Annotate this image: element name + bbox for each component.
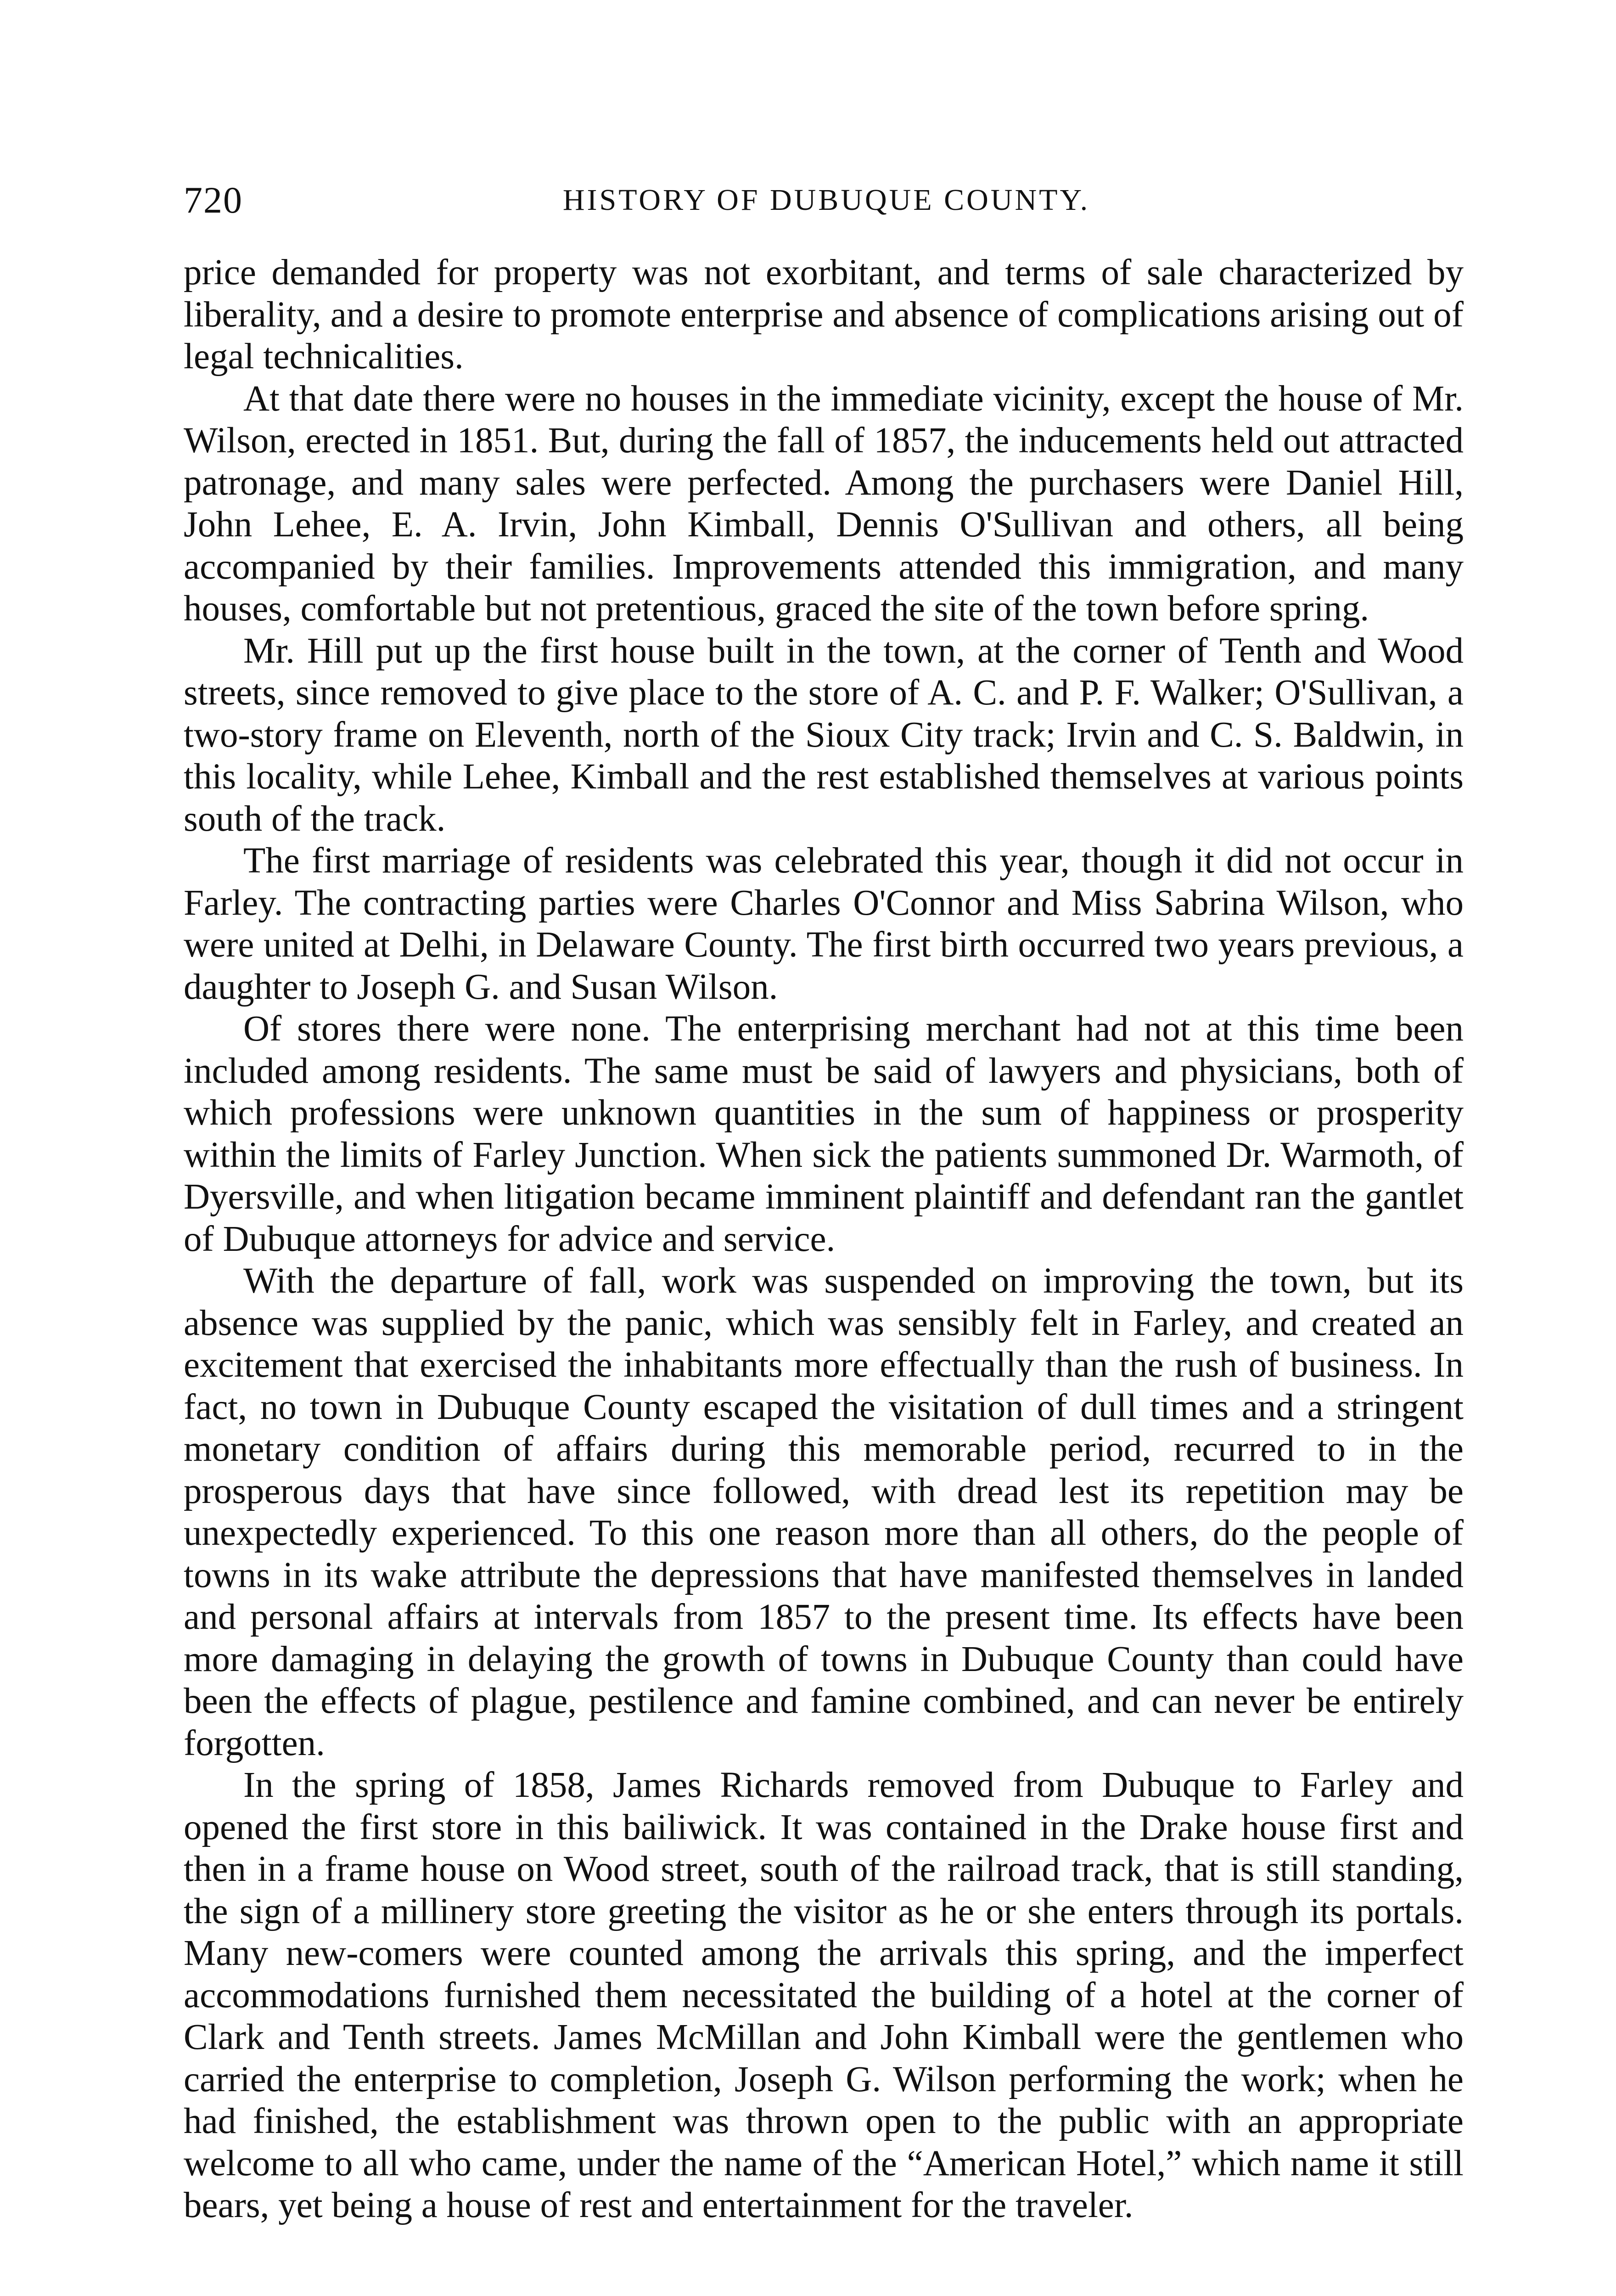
paragraph-first-marriage: The first marriage of residents was celebrated this year, though it did not occur in Farley. The contracting parties were Charles O'Connor and Miss Sabrina Wilson, who were united at Delhi, in Delaware County. The first birth occurred two years previous, a daughter to Joseph G. and Susan Wilson. — [184, 841, 1464, 1007]
paragraph-stores-and-professions: Of stores there were none. The enterprising merchant had not at this time been included among residents. The same must be said of lawyers and physicians, both of which professions were unknown quantities in the sum of happiness or prosperity within the limits of Farley Junction. When sick the patients summoned Dr. Warmoth, of Dyersville, and when litigation became imminent plaintiff and defendant ran the gantlet of Dubuque attorneys for advice and service. — [184, 1009, 1464, 1259]
paragraph-first-house: Mr. Hill put up the first house built in the town, at the corner of Tenth and Wood streets, since removed to give place to the store of A. C. and P. F. Walker; O'Sullivan, a two-story frame on Eleventh, north of the Sioux City track; Irvin and C. S. Baldwin, in this locality, while Lehee, Kimball and the rest established themselves at various points south of the track. — [184, 630, 1464, 839]
paragraph-first-store-and-hotel: In the spring of 1858, James Richards removed from Dubuque to Farley and opened the first store in this bailiwick. It was contained in the Drake house first and then in a frame house on Wood street, south of the railroad track, that is still standing, the sign of a millinery store greeting the visitor as he or she enters through its portals. Many new-comers were counted among the arrivals this spring, and the imperfect accommodations furnished them necessitated the building of a hotel at the corner of Clark and Tenth streets. James McMillan and John Kimball were the gentlemen who carried the enterprise to completion, Joseph G. Wilson performing the work; when he had finished, the establishment was thrown open to the public with an appropriate welcome to all who came, under the name of the “American Hotel,” which name it still bears, yet being a house of rest and entertainment for the traveler. — [184, 1765, 1464, 2225]
body-text — [184, 252, 1464, 2227]
running-head: HISTORY OF DUBUQUE COUNTY. — [562, 183, 1090, 217]
paragraph-panic: With the departure of fall, work was suspended on improving the town, but its absence was supplied by the panic, which was sensibly felt in Farley, and created an excitement that exercised the inhabitants more effectually than the rush of business. In fact, no town in Dubuque County escaped the visitation of dull times and a stringent monetary condition of affairs during this memorable period, recurred to in the prosperous days that have since followed, with dread lest its repetition may be unexpectedly experienced. To this one reason more than all others, do the people of towns in its wake attribute the depressions that have manifested themselves in landed and personal affairs at intervals from 1857 to the present time. Its effects have been more damaging in delaying the growth of towns in Dubuque County than could have been the effects of plague, pestilence and famine combined, and can never be entirely forgotten. — [184, 1261, 1464, 1763]
page-number: 720 — [184, 179, 243, 221]
continued-paragraph: price demanded for property was not exorbitant, and terms of sale characterized by liberality, and a desire to promote enterprise and absence of complications arising out of legal technicalities. — [184, 253, 1464, 377]
page-header — [184, 177, 1469, 223]
paragraph-immediate-vicinity: At that date there were no houses in the immediate vicinity, except the house of Mr. Wilson, erected in 1851. But, during the fall of 1857, the inducements held out attracted patronage, and many sales were perfected. Among the purchasers were Daniel Hill, John Lehee, E. A. Irvin, John Kimball, Dennis O'Sullivan and others, all being accompanied by their families. Improvements attended this immigration, and many houses, comfortable but not pretentious, graced the site of the town before spring. — [184, 378, 1464, 629]
